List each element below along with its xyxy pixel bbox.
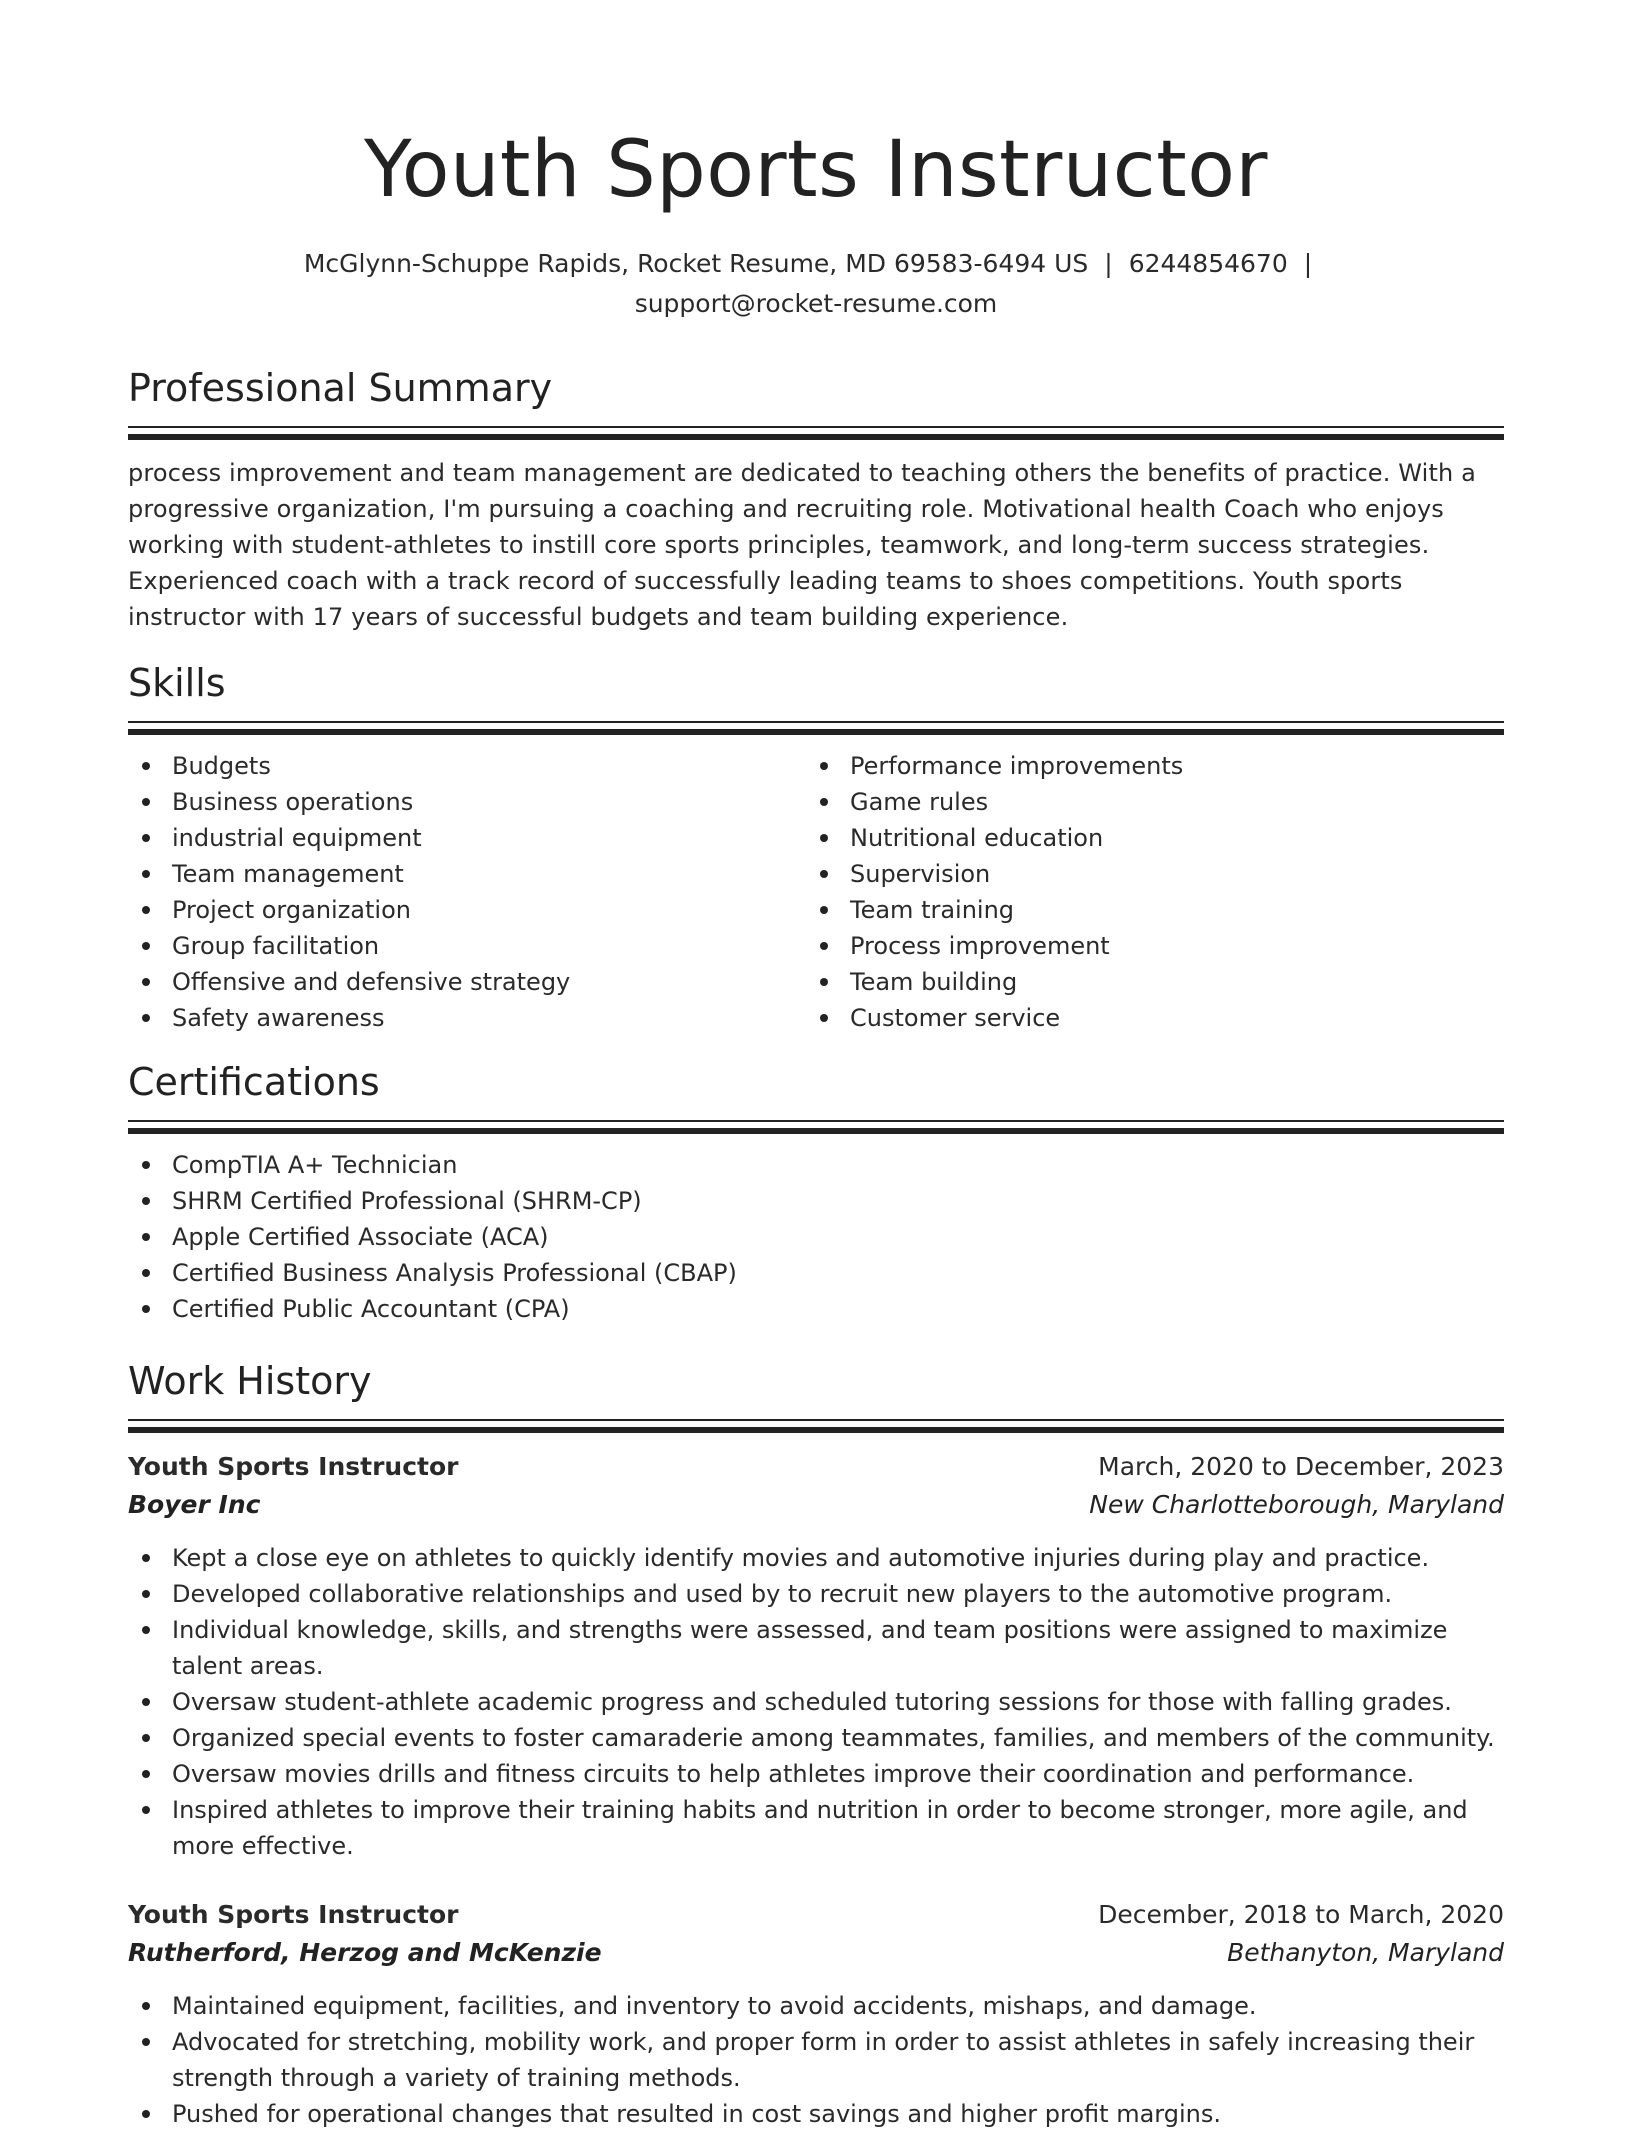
skill-item: Customer service [806, 1000, 1484, 1036]
job-subheader [128, 1486, 1504, 1524]
job-company: Boyer Inc [128, 1490, 261, 1519]
skills-left-column [128, 748, 806, 1036]
job-entry [128, 1896, 1504, 2132]
skill-item: Supervision [806, 856, 1484, 892]
section-rule [128, 721, 1504, 734]
skill-item: Budgets [128, 748, 806, 784]
certification-item: Certified Public Accountant (CPA) [128, 1291, 1504, 1327]
contact-address: McGlynn-Schuppe Rapids, Rocket Resume, MD 69583-6494 US [303, 249, 1089, 278]
skill-item: Team training [806, 892, 1484, 928]
section-title-summary: Professional Summary [128, 366, 553, 410]
section-rule [128, 1419, 1504, 1432]
skill-item: Performance improvements [806, 748, 1484, 784]
job-dates: December, 2018 to March, 2020 [1098, 1900, 1504, 1929]
skill-item: Group facilitation [128, 928, 806, 964]
skill-item: Project organization [128, 892, 806, 928]
job-header [128, 1896, 1504, 1934]
job-subheader [128, 1934, 1504, 1972]
contact-email: support@rocket-resume.com [634, 289, 998, 318]
contact-separator: | [1303, 249, 1313, 278]
skills-columns [128, 748, 1504, 1036]
job-dates: March, 2020 to December, 2023 [1098, 1452, 1504, 1481]
contact-separator: | [1104, 249, 1113, 278]
section-title-work-history: Work History [128, 1359, 372, 1403]
summary-text: process improvement and team management are dedicated to teaching others the benefits of practice. With a progressive organization, I'm pursuing a coaching and recruiting role. Motivational health Coach who enjoys working with student-athletes to instill core sports principles, teamwork, and long-term success strategies. Experienced coach with a track record of successfully leading teams to shoes competitions. Youth sports instructor with 17 years of successful budgets and team building experience. [128, 459, 1476, 631]
skill-item: Team building [806, 964, 1484, 1000]
skills-right-column [806, 748, 1484, 1036]
job-bullet: Maintained equipment, facilities, and inventory to avoid accidents, mishaps, and damage. [128, 1988, 1504, 2024]
job-bullet: Oversaw movies drills and fitness circuits to help athletes improve their coordination and performance. [128, 1756, 1504, 1792]
job-bullet: Developed collaborative relationships and used by to recruit new players to the automotive program. [128, 1576, 1504, 1612]
job-bullet: Advocated for stretching, mobility work, and proper form in order to assist athletes in safely increasing their strength through a variety of training methods. [128, 2024, 1504, 2096]
job-header [128, 1448, 1504, 1486]
skill-item: Game rules [806, 784, 1484, 820]
contact-info [128, 244, 1504, 324]
work-history-section [128, 1355, 1504, 2132]
job-bullet: Organized special events to foster camaraderie among teammates, families, and members of the community. [128, 1720, 1504, 1756]
skill-item: Team management [128, 856, 806, 892]
job-title: Youth Sports Instructor [128, 1452, 459, 1481]
job-bullet: Inspired athletes to improve their training habits and nutrition in order to become stronger, more agile, and more effective. [128, 1792, 1504, 1864]
contact-line-1 [128, 244, 1504, 284]
job-bullets [128, 1988, 1504, 2132]
contact-line-2 [128, 284, 1504, 324]
skill-item: industrial equipment [128, 820, 806, 856]
skills-section [128, 657, 1504, 1036]
job-bullet: Pushed for operational changes that resulted in cost savings and higher profit margins. [128, 2096, 1504, 2132]
resume-page [128, 0, 1504, 2132]
certification-item: Apple Certified Associate (ACA) [128, 1219, 1504, 1255]
skill-item: Safety awareness [128, 1000, 806, 1036]
job-location: Bethanyton, Maryland [1227, 1938, 1504, 1967]
job-bullets [128, 1540, 1504, 1864]
certification-item: CompTIA A+ Technician [128, 1147, 1504, 1183]
job-bullet: Individual knowledge, skills, and strengths were assessed, and team positions were assigned to maximize talent areas. [128, 1612, 1504, 1684]
job-bullet: Oversaw student-athlete academic progress and scheduled tutoring sessions for those with falling grades. [128, 1684, 1504, 1720]
certification-item: SHRM Certified Professional (SHRM-CP) [128, 1183, 1504, 1219]
section-rule [128, 1120, 1504, 1133]
job-title: Youth Sports Instructor [128, 1900, 459, 1929]
contact-phone: 6244854670 [1128, 249, 1288, 278]
summary-section [128, 362, 1504, 635]
certification-item: Certified Business Analysis Professional (CBAP) [128, 1255, 1504, 1291]
resume-title: Youth Sports Instructor [363, 125, 1268, 215]
job-bullet: Kept a close eye on athletes to quickly identify movies and automotive injuries during play and practice. [128, 1540, 1504, 1576]
job-entry [128, 1448, 1504, 1864]
skill-item: Offensive and defensive strategy [128, 964, 806, 1000]
section-rule [128, 426, 1504, 439]
skill-item: Nutritional education [806, 820, 1484, 856]
job-location: New Charlotteborough, Maryland [1089, 1490, 1504, 1519]
job-company: Rutherford, Herzog and McKenzie [128, 1938, 602, 1967]
section-title-skills: Skills [128, 661, 226, 705]
certifications-section [128, 1056, 1504, 1327]
skill-item: Business operations [128, 784, 806, 820]
section-title-certifications: Certifications [128, 1060, 380, 1104]
certifications-list [128, 1147, 1504, 1327]
skill-item: Process improvement [806, 928, 1484, 964]
